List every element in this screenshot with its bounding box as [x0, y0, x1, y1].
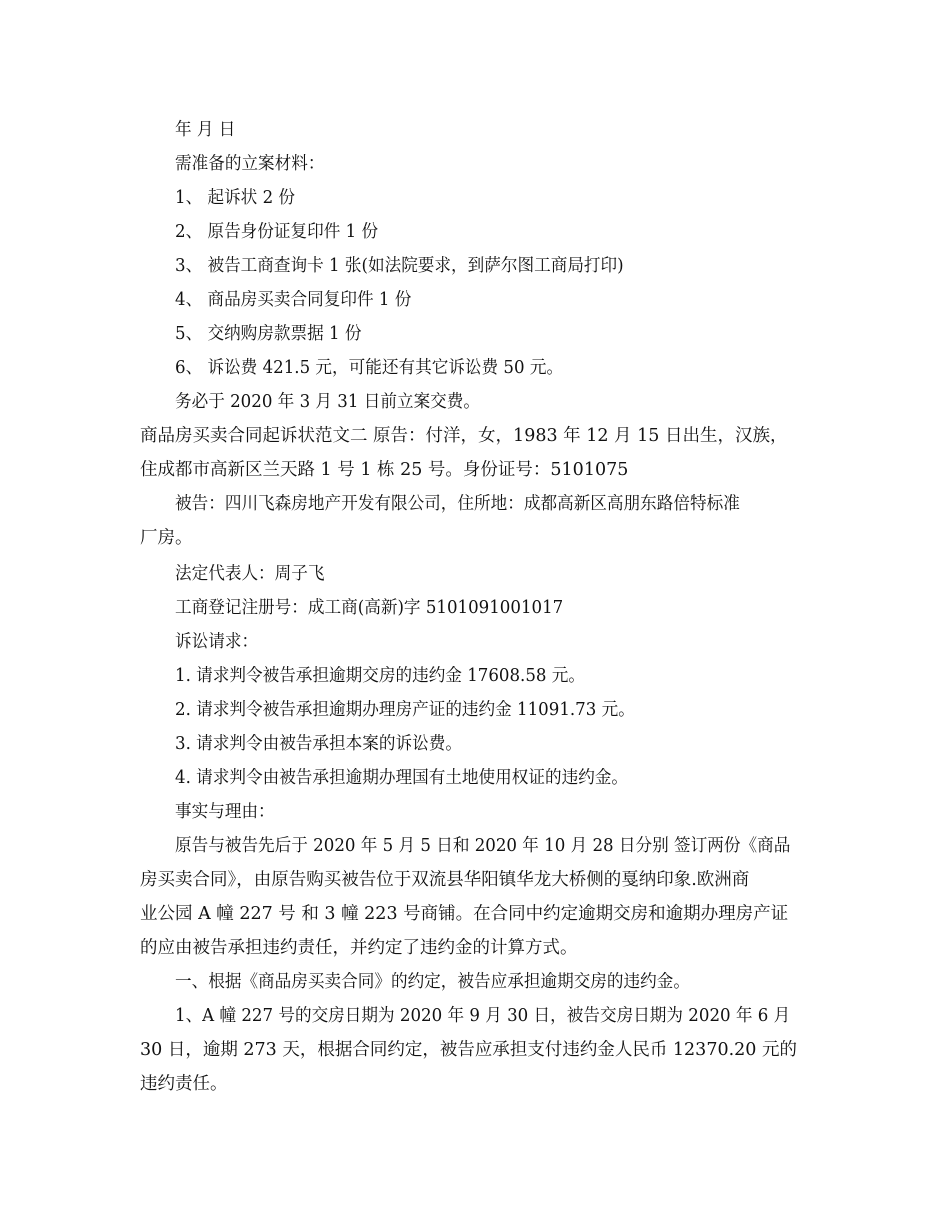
date-line: 年 月 日	[175, 120, 236, 140]
facts-paragraph-line-1: 原告与被告先后于 2020 年 5 月 5 日和 2020 年 10 月 28 日分别 签订两份《商品	[175, 836, 791, 856]
section-one-item-line-2: 30 日，逾期 273 天，根据合同约定，被告应承担支付违约金人民币 12370.20 元的	[140, 1040, 797, 1060]
section-one-heading: 一、根据《商品房买卖合同》的约定，被告应承担逾期交房的违约金。	[175, 972, 690, 992]
sample-two-plaintiff-line: 商品房买卖合同起诉状范文二 原告：付洋，女，1983 年 12 月 15 日出生，汉族，	[140, 426, 788, 446]
material-item-3: 3、 被告工商查询卡 1 张(如法院要求，到萨尔图工商局打印)	[175, 256, 624, 276]
legal-representative: 法定代表人：周子飞	[175, 564, 325, 584]
defendant-line: 被告：四川飞森房地产开发有限公司，住所地：成都高新区高朋东路倍特标准	[175, 494, 740, 514]
facts-heading: 事实与理由：	[175, 802, 275, 822]
material-item-4: 4、 商品房买卖合同复印件 1 份	[175, 290, 412, 310]
material-item-2: 2、 原告身份证复印件 1 份	[175, 222, 379, 242]
claim-item-2: 2. 请求判令被告承担逾期办理房产证的违约金 11091.73 元。	[175, 700, 635, 720]
registration-number: 工商登记注册号：成工商(高新)字 5101091001017	[175, 598, 564, 618]
material-item-6: 6、 诉讼费 421.5 元，可能还有其它诉讼费 50 元。	[175, 358, 564, 378]
material-item-1: 1、 起诉状 2 份	[175, 188, 296, 208]
plaintiff-address-line: 住成都市高新区兰天路 1 号 1 栋 25 号。身份证号：5101075	[140, 460, 629, 480]
facts-paragraph-line-2: 房买卖合同》，由原告购买被告位于双流县华阳镇华龙大桥侧的戛纳印象.欧洲商	[140, 870, 750, 890]
materials-heading: 需准备的立案材料：	[175, 154, 325, 174]
claims-heading: 诉讼请求：	[175, 632, 259, 652]
facts-paragraph-line-4: 的应由被告承担违约责任，并约定了违约金的计算方式。	[140, 938, 578, 958]
claim-item-3: 3. 请求判令由被告承担本案的诉讼费。	[175, 734, 462, 754]
section-one-item-line-3: 违约责任。	[140, 1074, 228, 1094]
section-one-item-line-1: 1、A 幢 227 号的交房日期为 2020 年 9 月 30 日，被告交房日期为 2020 年 6 月	[175, 1006, 791, 1026]
material-item-5: 5、 交纳购房款票据 1 份	[175, 324, 362, 344]
deadline-note: 务必于 2020 年 3 月 31 日前立案交费。	[175, 392, 481, 412]
claim-item-1: 1. 请求判令被告承担逾期交房的违约金 17608.58 元。	[175, 666, 585, 686]
defendant-line-cont: 厂房。	[140, 528, 193, 548]
claim-item-4: 4. 请求判令由被告承担逾期办理国有土地使用权证的违约金。	[175, 768, 629, 788]
facts-paragraph-line-3: 业公园 A 幢 227 号 和 3 幢 223 号商铺。在合同中约定逾期交房和逾期办理房产证	[140, 904, 789, 924]
